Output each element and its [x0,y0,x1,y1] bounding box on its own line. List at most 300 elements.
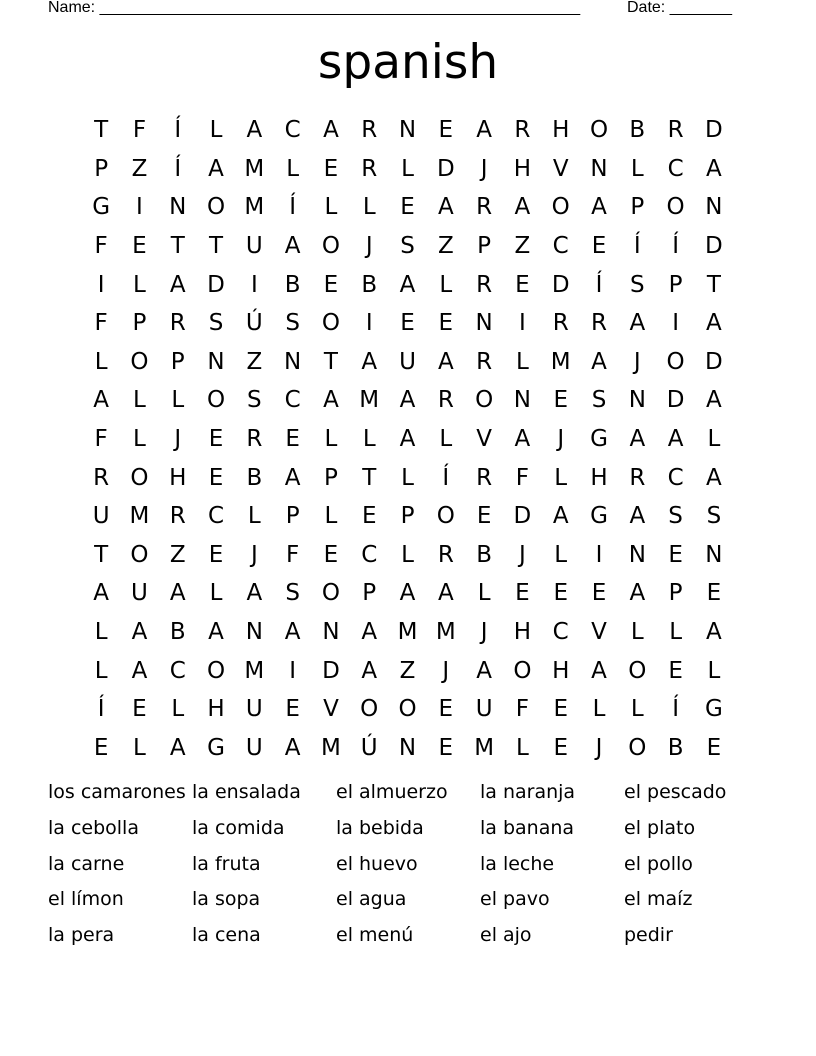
grid-letter[interactable]: L [401,541,414,568]
grid-letter[interactable]: A [284,233,301,260]
grid-letter[interactable]: J [174,426,182,453]
word-bank-item: la cena [192,924,261,947]
grid-letter[interactable]: L [133,734,146,761]
grid-letter[interactable]: F [515,696,530,723]
grid-letter[interactable]: E [132,696,147,723]
grid-letter[interactable]: H [552,657,570,684]
grid-letter[interactable]: A [361,619,378,646]
grid-letter[interactable]: U [131,580,148,607]
grid-letter[interactable]: A [208,619,224,646]
grid-letter[interactable]: L [209,580,223,607]
grid-letter[interactable]: O [551,194,570,221]
grid-letter[interactable]: B [284,271,301,298]
grid-letter[interactable]: S [208,310,224,337]
grid-letter[interactable]: S [400,233,415,260]
grid-letter[interactable]: T [94,117,109,144]
grid-letter[interactable]: D [705,348,723,375]
grid-letter[interactable]: A [706,464,722,491]
grid-letter[interactable]: D [322,657,340,684]
grid-row [82,265,734,304]
grid-letter[interactable]: A [208,155,224,182]
grid-letter[interactable]: R [476,271,493,298]
grid-letter[interactable]: N [284,348,302,375]
grid-letter[interactable]: L [247,503,261,530]
grid-letter[interactable]: Z [169,541,186,568]
grid-letter[interactable]: A [361,657,378,684]
grid-letter[interactable]: E [438,696,454,723]
grid-letter[interactable]: P [285,503,300,530]
grid-letter[interactable]: E [208,541,224,568]
grid-letter[interactable]: R [552,310,569,337]
grid-letter[interactable]: H [552,117,570,144]
grid-letter[interactable]: B [361,271,378,298]
grid-letter[interactable]: N [322,619,340,646]
grid-letter[interactable]: M [244,155,265,182]
grid-letter[interactable]: E [361,503,377,530]
grid-letter[interactable]: G [590,426,608,453]
grid-letter[interactable]: P [323,464,338,491]
header [48,0,748,18]
grid-letter[interactable]: L [171,696,185,723]
grid-letter[interactable]: P [400,503,415,530]
grid-letter[interactable]: S [247,387,262,414]
grid-letter[interactable]: T [323,348,338,375]
grid-letter[interactable]: O [628,734,647,761]
grid-letter[interactable]: G [704,696,723,723]
grid-letter[interactable]: E [476,503,492,530]
grid-letter[interactable]: A [476,657,492,684]
grid-letter[interactable]: E [438,734,454,761]
grid-letter[interactable]: R [667,117,684,144]
grid-letter[interactable]: O [475,387,494,414]
grid-letter[interactable]: L [94,348,108,375]
grid-letter[interactable]: I [365,310,373,337]
grid-letter[interactable]: C [284,387,301,414]
grid-letter[interactable]: L [362,194,376,221]
grid-letter[interactable]: N [513,387,532,414]
grid-letter[interactable]: L [516,734,529,761]
grid-letter[interactable]: N [398,117,417,144]
grid-letter[interactable]: O [321,233,340,260]
grid-letter[interactable]: E [591,580,607,607]
name-field[interactable]: Name: ______________________________________________________ [48,0,581,16]
grid-letter[interactable]: O [628,657,647,684]
grid-letter[interactable]: E [285,696,300,723]
grid-letter[interactable]: A [437,580,454,607]
grid-letter[interactable]: P [94,155,109,182]
grid-letter[interactable]: A [323,387,339,414]
grid-letter[interactable]: V [591,619,607,646]
grid-letter[interactable]: A [591,348,607,375]
grid-letter[interactable]: E [323,155,339,182]
grid-letter[interactable]: R [169,310,186,337]
grid-letter[interactable]: J [442,657,450,684]
grid-letter[interactable]: E [553,734,568,761]
grid-letter[interactable]: I [519,310,526,337]
grid-letter[interactable]: T [362,464,377,491]
grid-letter[interactable]: Í [97,696,105,723]
grid-letter[interactable]: Ú [360,734,378,761]
grid-letter[interactable]: Z [514,233,531,260]
grid-letter[interactable]: E [553,696,568,723]
grid-letter[interactable]: V [323,696,339,723]
grid-letter[interactable]: A [399,271,416,298]
grid-letter[interactable]: S [668,503,683,530]
grid-letter[interactable]: O [589,117,609,144]
grid-letter[interactable]: G [92,194,111,221]
grid-letter[interactable]: U [92,503,110,530]
grid-letter[interactable]: A [246,117,263,144]
grid-letter[interactable]: A [131,619,148,646]
grid-letter[interactable]: M [550,348,571,375]
grid-letter[interactable]: R [476,194,493,221]
grid-letter[interactable]: T [170,233,185,260]
date-field[interactable]: Date: _______ [627,0,732,16]
grid-letter[interactable]: N [169,194,187,221]
grid-letter[interactable]: R [437,541,454,568]
grid-letter[interactable]: L [630,696,644,723]
grid-letter[interactable]: E [438,117,454,144]
grid-letter[interactable]: O [130,464,149,491]
grid-letter[interactable]: A [399,387,416,414]
grid-letter[interactable]: E [591,233,607,260]
grid-letter[interactable]: A [361,348,378,375]
grid-letter[interactable]: I [136,194,143,221]
grid-letter[interactable]: L [324,503,338,530]
grid-letter[interactable]: L [477,580,491,607]
grid-letter[interactable]: R [361,155,378,182]
grid-letter[interactable]: E [668,541,683,568]
grid-letter[interactable]: A [169,580,186,607]
grid-letter[interactable]: F [132,117,147,144]
grid-letter[interactable]: Í [595,271,603,298]
grid-letter[interactable]: A [706,155,722,182]
grid-letter[interactable]: E [208,464,224,491]
grid-letter[interactable]: A [706,310,722,337]
grid-letter[interactable]: L [324,194,338,221]
grid-letter[interactable]: E [285,426,300,453]
grid-letter[interactable]: Í [174,155,182,182]
grid-letter[interactable]: H [207,696,225,723]
grid-letter[interactable]: R [476,464,493,491]
grid-letter[interactable]: M [244,657,265,684]
grid-letter[interactable]: L [707,426,721,453]
grid-row [82,574,734,613]
grid-letter[interactable]: L [592,696,606,723]
grid-letter[interactable]: T [94,541,109,568]
grid-letter[interactable]: Í [442,464,450,491]
grid-letter[interactable]: L [401,155,414,182]
grid-letter[interactable]: N [245,619,263,646]
grid-letter[interactable]: B [667,734,684,761]
grid-letter[interactable]: L [516,348,529,375]
grid-letter[interactable]: O [666,194,685,221]
grid-letter[interactable]: S [285,580,300,607]
grid-letter[interactable]: H [513,155,532,182]
grid-row [82,497,734,536]
grid-letter[interactable]: O [398,696,417,723]
grid-letter[interactable]: Ú [245,310,263,337]
grid-letter[interactable]: A [284,619,301,646]
grid-letter[interactable]: O [360,696,379,723]
grid-letter[interactable]: J [557,426,565,453]
grid-letter[interactable]: H [590,464,608,491]
grid-letter[interactable]: A [437,194,454,221]
grid-letter[interactable]: U [245,233,263,260]
grid-letter[interactable]: M [435,619,456,646]
grid-letter[interactable]: I [289,657,297,684]
grid-letter[interactable]: E [438,310,454,337]
grid-letter[interactable]: H [513,619,532,646]
grid-letter[interactable]: N [628,541,646,568]
grid-letter[interactable]: R [629,464,646,491]
grid-letter[interactable]: I [595,541,603,568]
grid-letter[interactable]: M [397,619,418,646]
grid-letter[interactable]: C [208,503,225,530]
grid-letter[interactable]: Z [246,348,263,375]
grid-letter[interactable]: A [476,117,492,144]
grid-letter[interactable]: L [286,155,300,182]
grid-letter[interactable]: B [169,619,186,646]
grid-letter[interactable]: D [436,155,455,182]
grid-letter[interactable]: J [480,155,488,182]
grid-letter[interactable]: V [476,426,492,453]
grid-letter[interactable]: A [284,734,301,761]
grid-letter[interactable]: A [591,194,607,221]
grid-letter[interactable]: R [93,464,110,491]
grid-row [82,304,734,343]
grid-row [82,227,734,266]
grid-letter[interactable]: L [630,619,644,646]
grid-letter[interactable]: A [514,426,531,453]
grid-letter[interactable]: Í [672,233,679,260]
grid-letter[interactable]: U [399,348,416,375]
grid-letter[interactable]: E [323,541,339,568]
grid-letter[interactable]: A [706,387,722,414]
grid-letter[interactable]: E [515,271,530,298]
grid-letter[interactable]: F [94,233,108,260]
grid-letter[interactable]: E [553,387,568,414]
grid-letter[interactable]: A [437,348,454,375]
grid-letter[interactable]: A [169,271,186,298]
grid-letter[interactable]: U [245,734,263,761]
grid-letter[interactable]: L [209,117,223,144]
grid-letter[interactable]: P [477,233,492,260]
grid-letter[interactable]: P [362,580,377,607]
grid-letter[interactable]: A [399,426,416,453]
grid-letter[interactable]: E [400,194,415,221]
grid-letter[interactable]: L [554,541,568,568]
grid-letter[interactable]: E [515,580,530,607]
grid-letter[interactable]: A [399,580,416,607]
grid-letter[interactable]: D [513,503,532,530]
grid-letter[interactable]: S [706,503,722,530]
grid-letter[interactable]: D [207,271,225,298]
grid-letter[interactable]: E [132,233,147,260]
grid-letter[interactable]: D [551,271,570,298]
grid-letter[interactable]: M [321,734,341,761]
grid-letter[interactable]: J [633,348,641,375]
grid-letter[interactable]: S [285,310,300,337]
grid-letter[interactable]: R [361,117,378,144]
grid-letter[interactable]: L [439,426,453,453]
grid-letter[interactable]: O [130,348,149,375]
grid-letter[interactable]: M [244,194,265,221]
grid-letter[interactable]: Z [131,155,148,182]
grid-letter[interactable]: I [97,271,105,298]
grid-letter[interactable]: E [668,657,683,684]
grid-letter[interactable]: F [94,426,108,453]
grid-letter[interactable]: O [206,657,226,684]
grid-letter[interactable]: A [591,657,607,684]
grid-letter[interactable]: S [591,387,607,414]
grid-letter[interactable]: A [629,503,646,530]
grid-letter[interactable]: M [474,734,495,761]
grid-letter[interactable]: R [514,117,531,144]
grid-letter[interactable]: E [706,734,722,761]
grid-letter[interactable]: E [323,271,339,298]
grid-letter[interactable]: Í [289,194,297,221]
grid-letter[interactable]: A [169,734,186,761]
grid-letter[interactable]: E [208,426,224,453]
grid-letter[interactable]: L [707,657,721,684]
grid-letter[interactable]: Í [672,696,679,723]
grid-letter[interactable]: B [629,117,646,144]
word-bank-item: la comida [192,816,285,839]
grid-letter[interactable]: T [209,233,224,260]
grid-letter[interactable]: D [705,117,723,144]
grid-letter[interactable]: L [171,387,185,414]
grid-letter[interactable]: T [706,271,721,298]
grid-letter[interactable]: F [286,541,300,568]
grid-letter[interactable]: G [207,734,225,761]
grid-letter[interactable]: A [246,580,263,607]
grid-letter[interactable]: A [629,580,646,607]
grid-letter[interactable]: R [169,503,186,530]
grid-letter[interactable]: M [359,387,380,414]
grid-letter[interactable]: S [630,271,645,298]
grid-letter[interactable]: E [706,580,722,607]
grid-letter[interactable]: G [590,503,608,530]
grid-letter[interactable]: N [207,348,225,375]
grid-letter[interactable]: J [595,734,603,761]
grid-letter[interactable]: O [436,503,455,530]
grid-letter[interactable]: L [630,155,644,182]
grid-row [82,111,734,150]
grid-letter[interactable]: O [666,348,685,375]
grid-letter[interactable]: P [132,310,147,337]
grid-letter[interactable]: N [705,541,723,568]
grid-letter[interactable]: A [93,387,110,414]
grid-letter[interactable]: Í [174,117,182,144]
grid-letter[interactable]: C [361,541,378,568]
grid-letter[interactable]: U [475,696,493,723]
grid-letter[interactable]: N [475,310,493,337]
grid-letter[interactable]: J [365,233,373,260]
grid-letter[interactable]: R [437,387,454,414]
grid-letter[interactable]: A [706,619,722,646]
grid-letter[interactable]: F [515,464,530,491]
grid-letter[interactable]: E [400,310,415,337]
grid-letter[interactable]: L [362,426,376,453]
grid-letter[interactable]: A [284,464,301,491]
grid-letter[interactable]: L [554,464,568,491]
grid-letter[interactable]: C [667,464,684,491]
grid-letter[interactable]: O [130,541,149,568]
grid-letter[interactable]: D [666,387,685,414]
grid-letter[interactable]: N [590,155,608,182]
grid-letter[interactable]: P [630,194,645,221]
grid-letter[interactable]: R [246,426,263,453]
grid-letter[interactable]: R [476,348,493,375]
grid-letter[interactable]: O [321,310,340,337]
grid-letter[interactable]: L [94,619,108,646]
grid-letter[interactable]: C [169,657,186,684]
grid-letter[interactable]: O [206,194,226,221]
grid-letter[interactable]: C [667,155,684,182]
grid-letter[interactable]: N [705,194,723,221]
grid-letter[interactable]: Í [633,233,641,260]
grid-letter[interactable]: E [553,580,568,607]
grid-letter[interactable]: I [250,271,258,298]
grid-letter[interactable]: D [705,233,723,260]
grid-letter[interactable]: A [131,657,148,684]
grid-letter[interactable]: A [552,503,569,530]
grid-letter[interactable]: A [93,580,110,607]
grid-letter[interactable]: F [94,310,108,337]
grid-letter[interactable]: J [250,541,258,568]
grid-letter[interactable]: O [513,657,532,684]
grid-letter[interactable]: V [552,155,569,182]
grid-letter[interactable]: O [321,580,340,607]
grid-letter[interactable]: H [169,464,187,491]
grid-letter[interactable]: C [552,233,569,260]
grid-letter[interactable]: C [552,619,569,646]
grid-letter[interactable]: L [133,271,146,298]
grid-letter[interactable]: C [284,117,301,144]
grid-letter[interactable]: E [93,734,109,761]
grid-letter[interactable]: L [669,619,683,646]
grid-letter[interactable]: R [591,310,607,337]
grid-letter[interactable]: U [245,696,263,723]
grid-letter[interactable]: O [206,387,226,414]
grid-letter[interactable]: Z [399,657,416,684]
grid-letter[interactable]: N [398,734,417,761]
grid-letter[interactable]: L [133,426,146,453]
grid-letter[interactable]: I [672,310,679,337]
grid-letter[interactable]: P [668,271,683,298]
grid-letter[interactable]: J [480,619,488,646]
grid-letter[interactable]: A [667,426,684,453]
grid-letter[interactable]: L [324,426,338,453]
grid-letter[interactable]: P [668,580,683,607]
grid-letter[interactable]: Z [437,233,454,260]
grid-letter[interactable]: A [629,310,646,337]
grid-letter[interactable]: L [94,657,108,684]
grid-letter[interactable]: J [519,541,526,568]
grid-letter[interactable]: P [170,348,185,375]
grid-letter[interactable]: A [323,117,339,144]
grid-letter[interactable]: L [401,464,414,491]
grid-letter[interactable]: L [439,271,453,298]
grid-letter[interactable]: B [476,541,492,568]
grid-letter[interactable]: A [514,194,531,221]
grid-letter[interactable]: L [133,387,146,414]
grid-letter[interactable]: N [628,387,646,414]
grid-letter[interactable]: B [246,464,263,491]
grid-letter[interactable]: M [129,503,150,530]
grid-letter[interactable]: A [629,426,646,453]
